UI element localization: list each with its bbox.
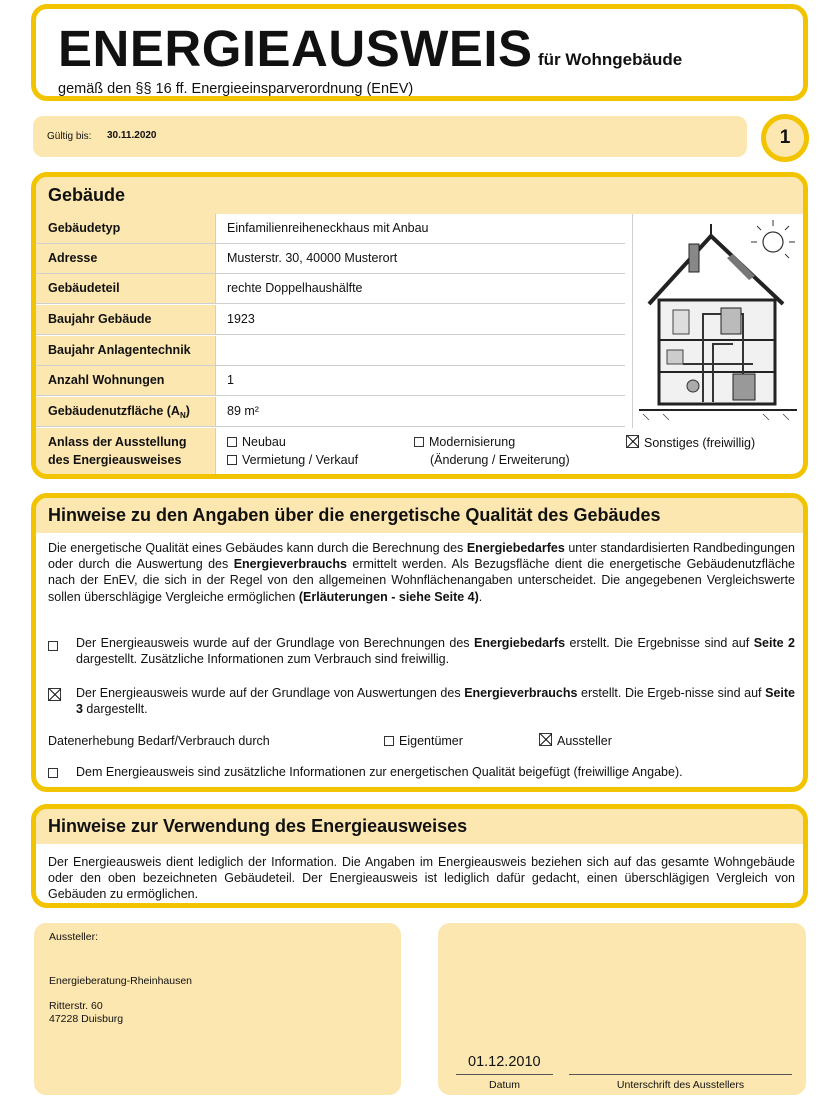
issuer-box [34,923,401,1095]
table-row [36,305,625,335]
notes-bedarf [76,635,795,667]
document-title: ENERGIEAUSWEIS [58,20,533,77]
row-value: Musterstr. 30, 40000 Musterort [227,251,398,265]
document-subtitle: gemäß den §§ 16 ff. Energieeinsparverordnung (EnEV) [58,81,414,97]
reason-modernisierung-label: Modernisierung [429,435,516,449]
checkbox-unchecked-icon[interactable] [48,768,58,778]
row-value: rechte Doppelhaushälfte [227,281,363,295]
house-illustration [632,214,803,428]
notes-intro [48,540,795,605]
checkbox-unchecked-icon[interactable] [48,641,58,651]
issuer-city: 47228 Duisburg [49,1013,124,1025]
notes-intro-text-2: unter standardisierten Randbedingungen oder durch die Auswertung des [48,541,795,572]
notes-verbrauch-text-2: erstellt. Die Ergeb-nisse sind auf [577,686,766,700]
checkbox-unchecked-icon[interactable] [227,437,237,447]
checkbox-checked-icon[interactable] [48,688,61,701]
data-collection-owner-label: Eigentümer [399,734,463,748]
reason-neubau-label: Neubau [242,435,286,449]
row-label [36,397,216,426]
row-label: Baujahr Gebäude [36,305,216,334]
row-label: Baujahr Anlagentechnik [36,336,216,365]
row-label: Gebäudetyp [36,214,216,243]
date-line [456,1074,553,1075]
notes-bedarf-text-2: erstellt. Die Ergebnisse sind auf [565,636,754,650]
data-collection-label: Datenerhebung Bedarf/Verbrauch durch [48,734,270,748]
data-collection-issuer[interactable] [539,732,612,750]
reason-label [36,428,216,474]
checkbox-checked-icon[interactable] [626,435,639,448]
issuer-label: Aussteller: [49,931,99,943]
notes-intro-bold-1: Energiebedarfes [466,541,565,555]
validity-box [33,116,747,157]
table-row [36,397,625,427]
table-row [36,274,625,304]
reason-label-line-2: des Energieausweises [48,453,182,467]
signature-box [438,923,806,1095]
table-row [36,336,625,366]
notes-heading: Hinweise zu den Angaben über die energetische Qualität des Gebäudes [36,498,803,533]
checkbox-unchecked-icon[interactable] [384,736,394,746]
row-label: Adresse [36,244,216,273]
reason-modernisierung-detail: (Änderung / Erweiterung) [430,453,570,467]
row-label-text: Gebäudenutzfläche (A [48,404,180,418]
issuer-name: Energieberatung-Rheinhausen [49,975,193,987]
usage-heading: Hinweise zur Verwendung des Energieausweises [36,809,803,844]
data-collection-owner[interactable] [384,732,463,750]
building-section [31,172,808,479]
row-value: 1 [227,373,234,387]
notes-verbrauch-text-3: dargestellt. [82,702,148,717]
reason-label-line-1: Anlass der Ausstellung [48,435,187,449]
usage-text: Der Energieausweis dient lediglich der Information. Die Angaben im Energieausweis beziehen sich auf das gesamte Wohngebäude oder den oben bezeichneten Gebäudeteil. Der Energieausweis ist lediglich dafür gedacht, einen überschlägigen Vergleich von Gebäuden zu ermöglichen. [48,855,795,902]
page-number-badge: 1 [761,114,809,162]
house-illustration-svg [633,214,803,428]
checkbox-unchecked-icon[interactable] [227,455,237,465]
reason-neubau[interactable] [227,433,286,451]
notes-additional: Dem Energieausweis sind zusätzliche Informationen zur energetischen Qualität beigefügt (freiwillige Angabe). [76,765,683,779]
row-value: 89 m² [227,404,259,418]
checkbox-checked-icon[interactable] [539,733,552,746]
notes-intro-text-4: . [478,589,483,604]
reason-sonstiges[interactable] [626,434,755,452]
reason-vermietung-label: Vermietung / Verkauf [242,453,359,467]
notes-intro-text-1: Die energetische Qualität eines Gebäudes kann durch die Berechnung des [48,541,467,555]
notes-verbrauch [76,685,795,717]
date-label: Datum [489,1079,520,1091]
notes-intro-bold-3: (Erläuterungen - siehe Seite 4) [298,589,479,604]
notes-verbrauch-bold-1: Energieverbrauchs [464,686,578,700]
notes-verbrauch-text-1: Der Energieausweis wurde auf der Grundlage von Auswertungen des [76,686,465,700]
document-title-suffix: für Wohngebäude [538,50,683,69]
reason-sonstiges-label: Sonstiges (freiwillig) [644,436,756,450]
building-heading: Gebäude [36,177,803,214]
row-label-subscript: N [179,411,186,420]
issuer-street: Ritterstr. 60 [49,1000,103,1012]
table-row [36,244,625,274]
checkbox-unchecked-icon[interactable] [414,437,424,447]
data-collection-issuer-label: Aussteller [557,734,612,748]
row-label-end: ) [185,404,190,418]
table-row [36,214,625,244]
signature-date: 01.12.2010 [468,1054,541,1070]
usage-section [31,804,808,908]
notes-intro-bold-2: Energieverbrauchs [233,557,347,572]
header-box [31,4,808,101]
notes-section [31,493,808,792]
validity-date: 30.11.2020 [107,130,157,141]
row-label: Gebäudeteil [36,274,216,303]
reason-vermietung[interactable] [227,451,358,469]
notes-verbrauch-bold-2: Seite 3 [76,686,796,717]
validity-label: Gültig bis: [47,131,92,142]
signature-label: Unterschrift des Ausstellers [616,1079,745,1091]
notes-intro-text-3: ermittelt werden. Als Bezugsfläche dient die energetische Gebäudenutzfläche nach der EnEV, die sich in der Regel von den allgemeinen Wohnflächenangaben unterscheidet. Die angegebenen Vergleichswerte sollen überschlägige Vergleiche ermöglichen [48,557,795,604]
notes-bedarf-bold-1: Energiebedarfs [474,636,566,650]
notes-bedarf-text-1: Der Energieausweis wurde auf der Grundlage von Berechnungen des [76,636,475,650]
table-row [36,366,625,396]
notes-bedarf-bold-2: Seite 2 [753,636,795,650]
signature-line [569,1074,792,1075]
reason-modernisierung[interactable] [414,433,515,451]
row-value: 1923 [227,312,255,326]
notes-bedarf-text-3: dargestellt. Zusätzliche Informationen zum Verbrauch sind freiwillig. [76,652,450,667]
row-label: Anzahl Wohnungen [36,366,216,395]
row-value: Einfamilienreiheneckhaus mit Anbau [227,221,429,235]
